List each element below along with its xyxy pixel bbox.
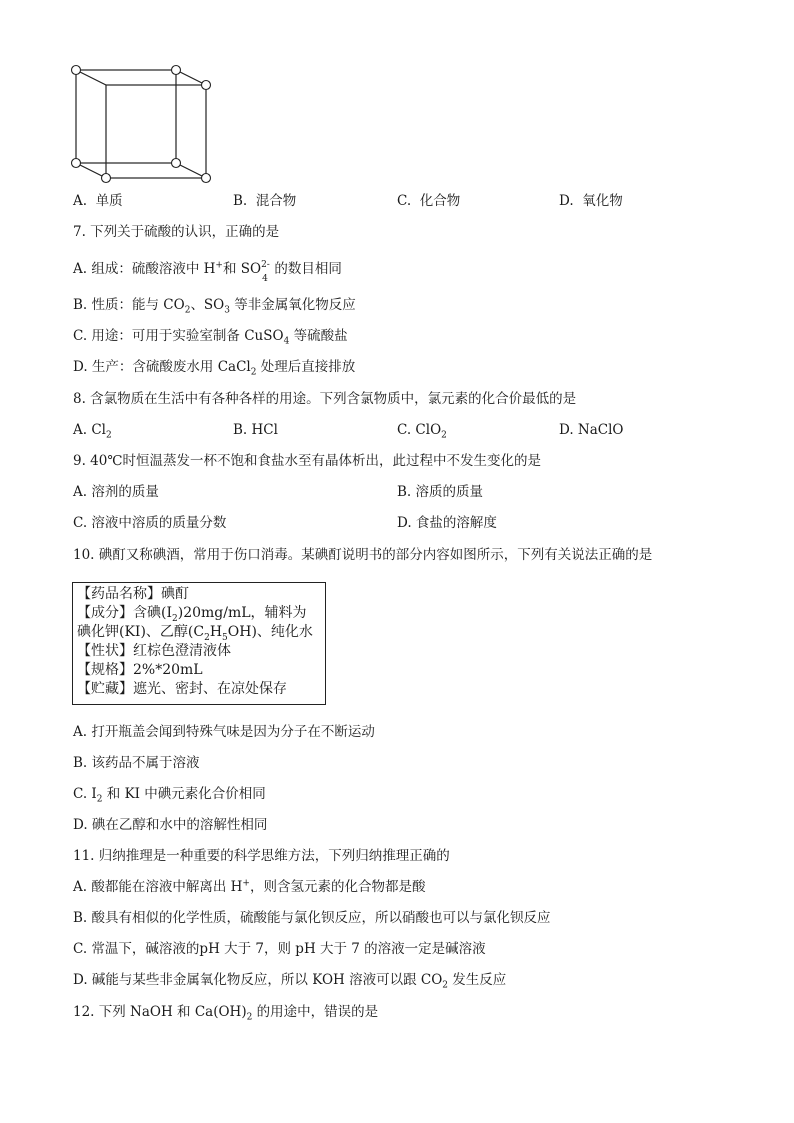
q9-option-d[interactable]: D. 食盐的溶解度 (397, 515, 497, 531)
q7-option-d[interactable]: D. 生产：含硫酸废水用 CaCl$_2$ 处理后直接排放 (73, 359, 356, 378)
q8-option-a[interactable]: A. $Cl_2$ (73, 422, 112, 441)
q6-option-a[interactable]: A. 单质 (73, 193, 123, 209)
medicine-label-box (72, 582, 326, 705)
q8-stem: 8. 含氯物质在生活中有各种各样的用途。下列含氯物质中，氯元素的化合价最低的是 (73, 391, 577, 407)
q9-option-c[interactable]: C. 溶液中溶质的质量分数 (73, 515, 227, 531)
q10-stem: 10. 碘酊又称碘酒，常用于伤口消毒。某碘酊说明书的部分内容如图所示，下列有关说法正确的是 (73, 547, 653, 563)
q7-option-c[interactable]: C. 用途：可用于实验室制备 CuSO$_4$ 等硫酸盐 (73, 328, 348, 347)
lattice-atom (172, 66, 181, 75)
q11-option-c[interactable]: C. 常温下，碱溶液的pH 大于 7，则 pH 大于 7 的溶液一定是碱溶液 (73, 941, 486, 957)
q8-option-d[interactable]: D. NaClO (559, 422, 624, 438)
label-line-appearance: 【性状】红棕色澄清液体 (77, 643, 231, 659)
q10-option-d[interactable]: D. 碘在乙醇和水中的溶解性相同 (73, 817, 268, 833)
lattice-atom (102, 174, 111, 183)
lattice-atom (72, 159, 81, 168)
q9-option-b[interactable]: B. 溶质的质量 (397, 484, 484, 500)
lattice-atom (72, 66, 81, 75)
cube-front-face (76, 70, 176, 163)
cube-lattice-figure (68, 62, 218, 184)
q12-stem: 12. 下列 NaOH 和 $Ca(OH)_2$ 的用途中，错误的是 (73, 1004, 379, 1023)
lattice-atom (202, 174, 211, 183)
label-line-ingredients: 【成分】含碘$(I_2)20mg/mL$，辅料为 (77, 605, 307, 624)
q6-option-d[interactable]: D. 氧化物 (559, 193, 623, 209)
lattice-atom (172, 159, 181, 168)
q11-stem: 11. 归纳推理是一种重要的科学思维方法，下列归纳推理正确的 (73, 848, 450, 864)
q7-stem: 7. 下列关于硫酸的认识，正确的是 (73, 224, 280, 240)
q10-option-b[interactable]: B. 该药品不属于溶液 (73, 755, 200, 771)
q11-option-d[interactable]: D. 碱能与某些非金属氧化物反应，所以 KOH 溶液可以跟 $CO_2$ 发生反应 (73, 972, 507, 991)
label-line-spec: 【规格】2%*20mL (77, 662, 203, 678)
q8-option-b[interactable]: B. HCl (233, 422, 278, 438)
q6-option-c[interactable]: C. 化合物 (397, 193, 461, 209)
label-line-storage: 【贮藏】遮光、密封、在凉处保存 (77, 681, 287, 697)
lattice-atom (202, 81, 211, 90)
q7-option-a[interactable]: A. 组成：硫酸溶液中 H+和 SO 2- 4 的数目相同 (73, 260, 342, 284)
q11-option-a[interactable]: A. 酸都能在溶液中解离出 H+，则含氢元素的化合物都是酸 (73, 878, 426, 895)
q6-option-b[interactable]: B. 混合物 (233, 193, 297, 209)
q7-option-b[interactable]: B. 性质：能与 $CO_2$、$SO_3$ 等非金属氧化物反应 (73, 297, 356, 316)
label-line-excipients: 碘化钾(KI)、乙醇$(C_2H_5OH)$、纯化水 (77, 624, 313, 643)
cube-back-face (106, 85, 206, 178)
label-line-name: 【药品名称】碘酊 (77, 586, 189, 602)
q9-option-a[interactable]: A. 溶剂的质量 (73, 484, 159, 500)
q11-option-b[interactable]: B. 酸具有相似的化学性质，硫酸能与氯化钡反应，所以硝酸也可以与氯化钡反应 (73, 910, 551, 926)
q9-stem: 9. 40℃时恒温蒸发一杯不饱和食盐水至有晶体析出，此过程中不发生变化的是 (73, 453, 541, 469)
q10-option-a[interactable]: A. 打开瓶盖会闻到特殊气味是因为分子在不断运动 (73, 724, 375, 740)
q10-option-c[interactable]: C. $I_2$ 和 KI 中碘元素化合价相同 (73, 786, 266, 805)
q8-option-c[interactable]: C. ClO$_2$ (397, 422, 447, 441)
